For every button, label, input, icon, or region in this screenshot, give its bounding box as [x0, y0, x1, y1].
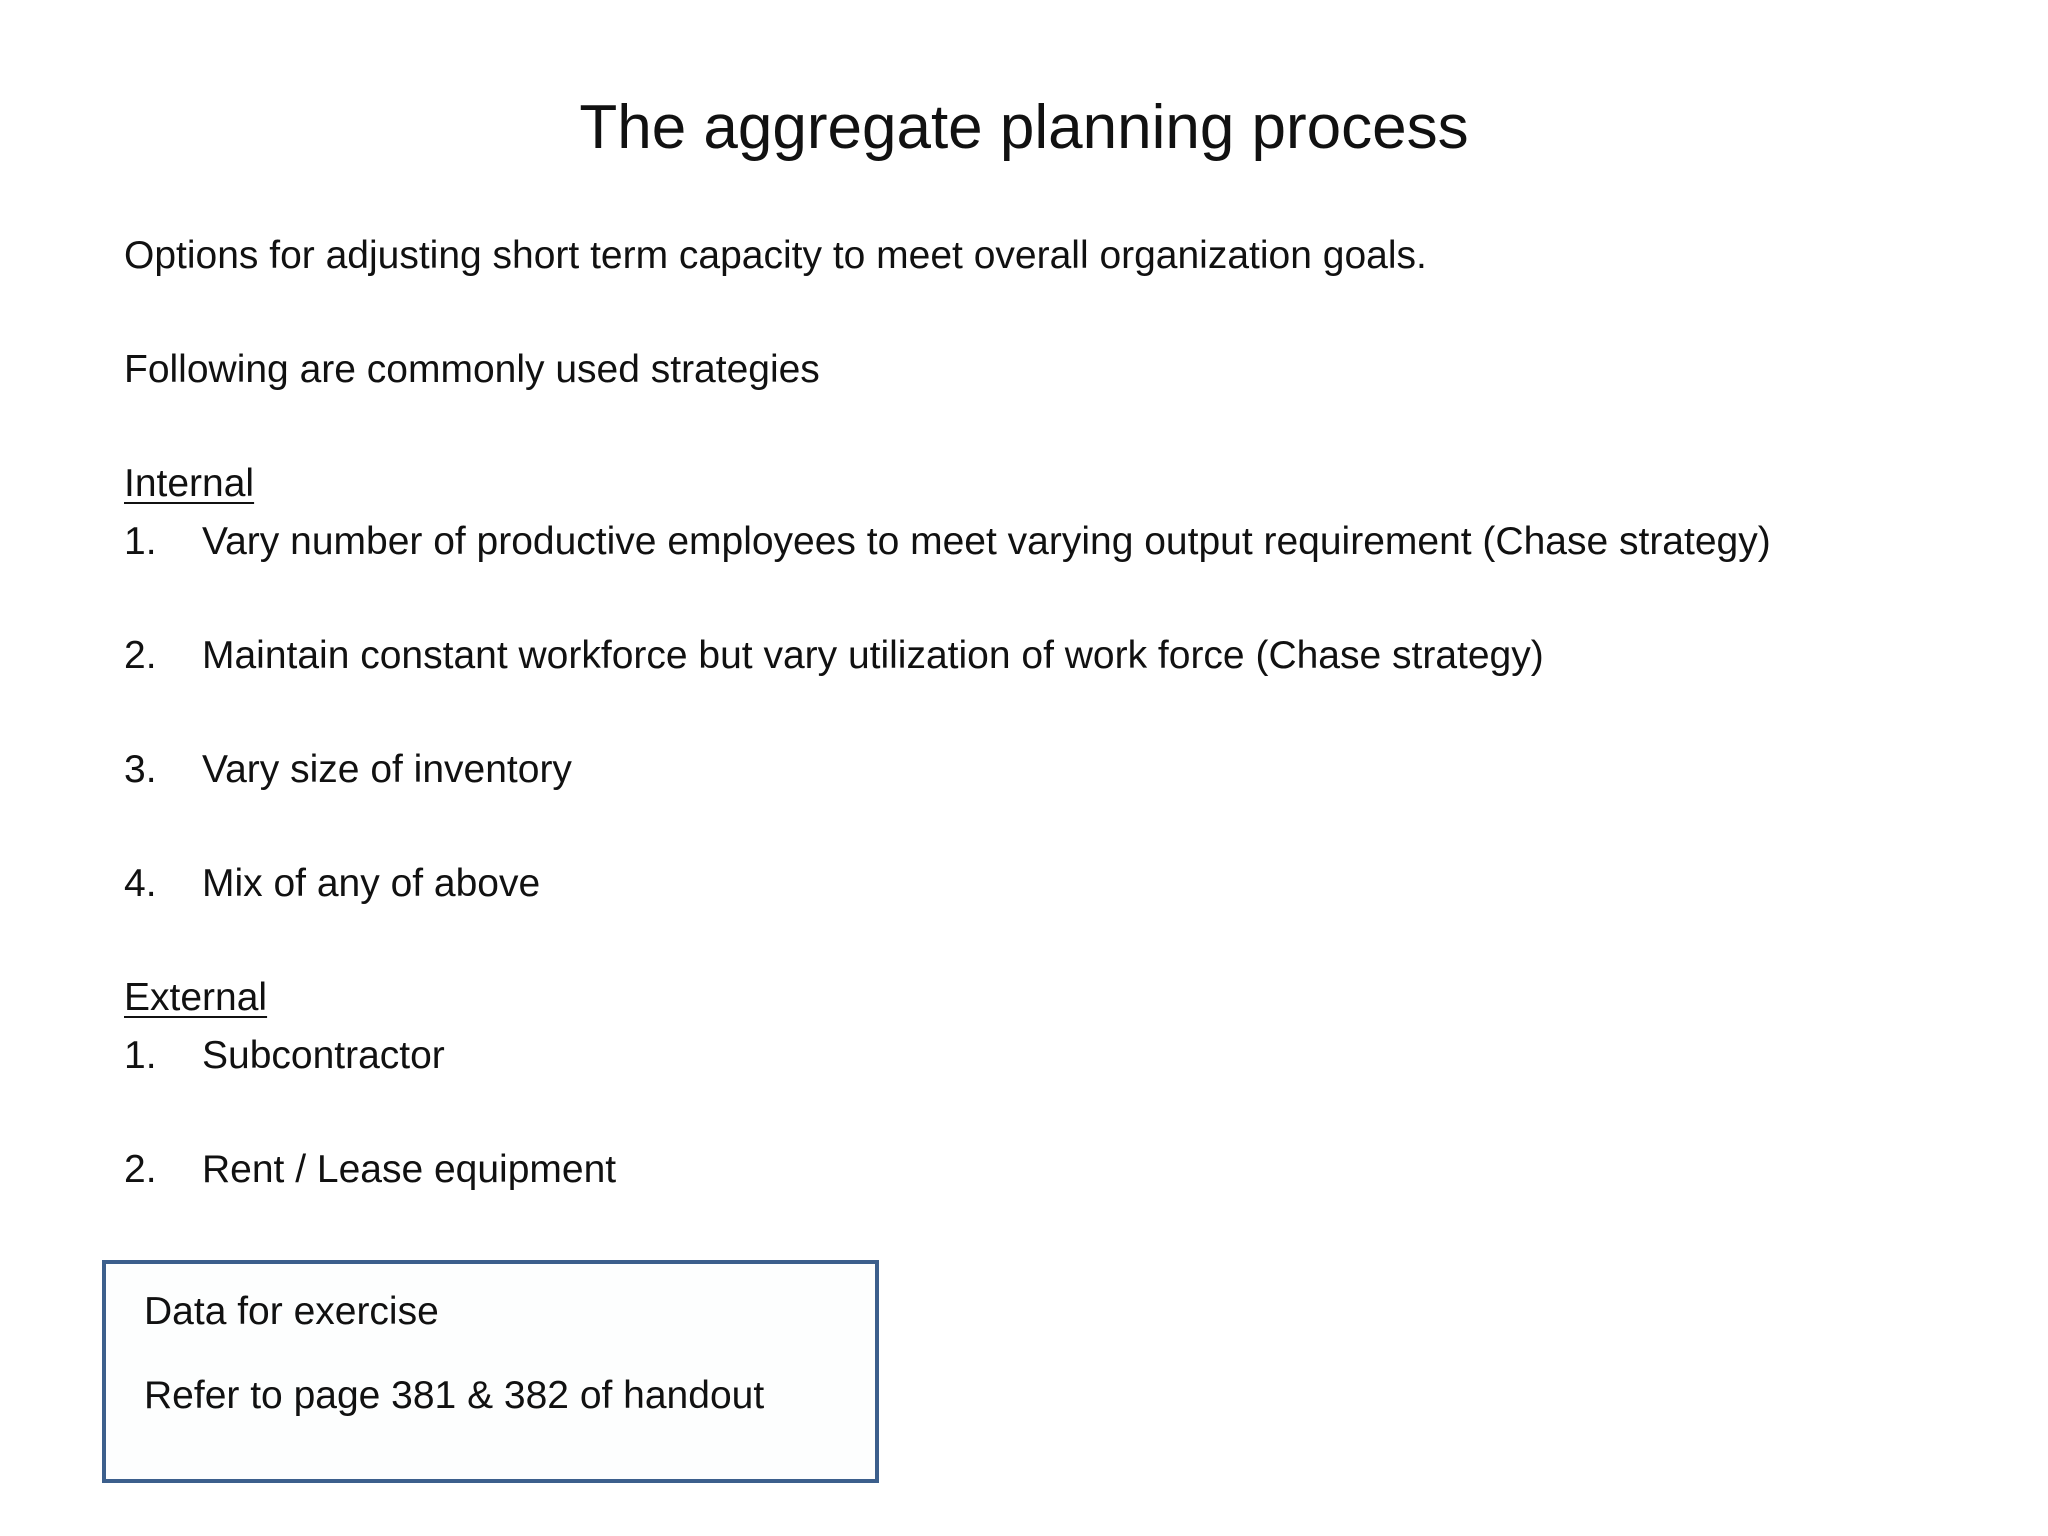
intro-text: Options for adjusting short term capacity to meet overall organization goals. [124, 234, 1427, 277]
subintro-text: Following are commonly used strategies [124, 348, 820, 391]
external-heading: External [124, 976, 268, 1019]
list-number: 3. [124, 748, 157, 791]
slide-title: The aggregate planning process [579, 93, 1469, 162]
external-list-item [124, 1032, 445, 1080]
exercise-box [102, 1260, 879, 1483]
list-text: Mix of any of above [202, 862, 541, 905]
external-list-item [124, 1146, 616, 1194]
list-text: Rent / Lease equipment [202, 1148, 617, 1191]
internal-list-item [124, 860, 540, 908]
exercise-box-reference: Refer to page 381 & 382 of handout [144, 1374, 765, 1417]
list-text: Subcontractor [202, 1034, 445, 1077]
exercise-box-title: Data for exercise [144, 1290, 439, 1333]
list-text: Vary number of productive employees to meet varying output requirement (Chase strategy) [202, 520, 1771, 563]
list-number: 2. [124, 634, 157, 677]
internal-list-item [124, 632, 1544, 680]
internal-list-item [124, 746, 572, 794]
list-number: 1. [124, 520, 157, 563]
list-number: 1. [124, 1034, 157, 1077]
list-number: 2. [124, 1148, 157, 1191]
internal-list-item [124, 518, 1771, 566]
internal-heading: Internal [124, 462, 255, 505]
list-text: Maintain constant workforce but vary utilization of work force (Chase strategy) [202, 634, 1544, 677]
list-text: Vary size of inventory [202, 748, 572, 791]
list-number: 4. [124, 862, 157, 905]
